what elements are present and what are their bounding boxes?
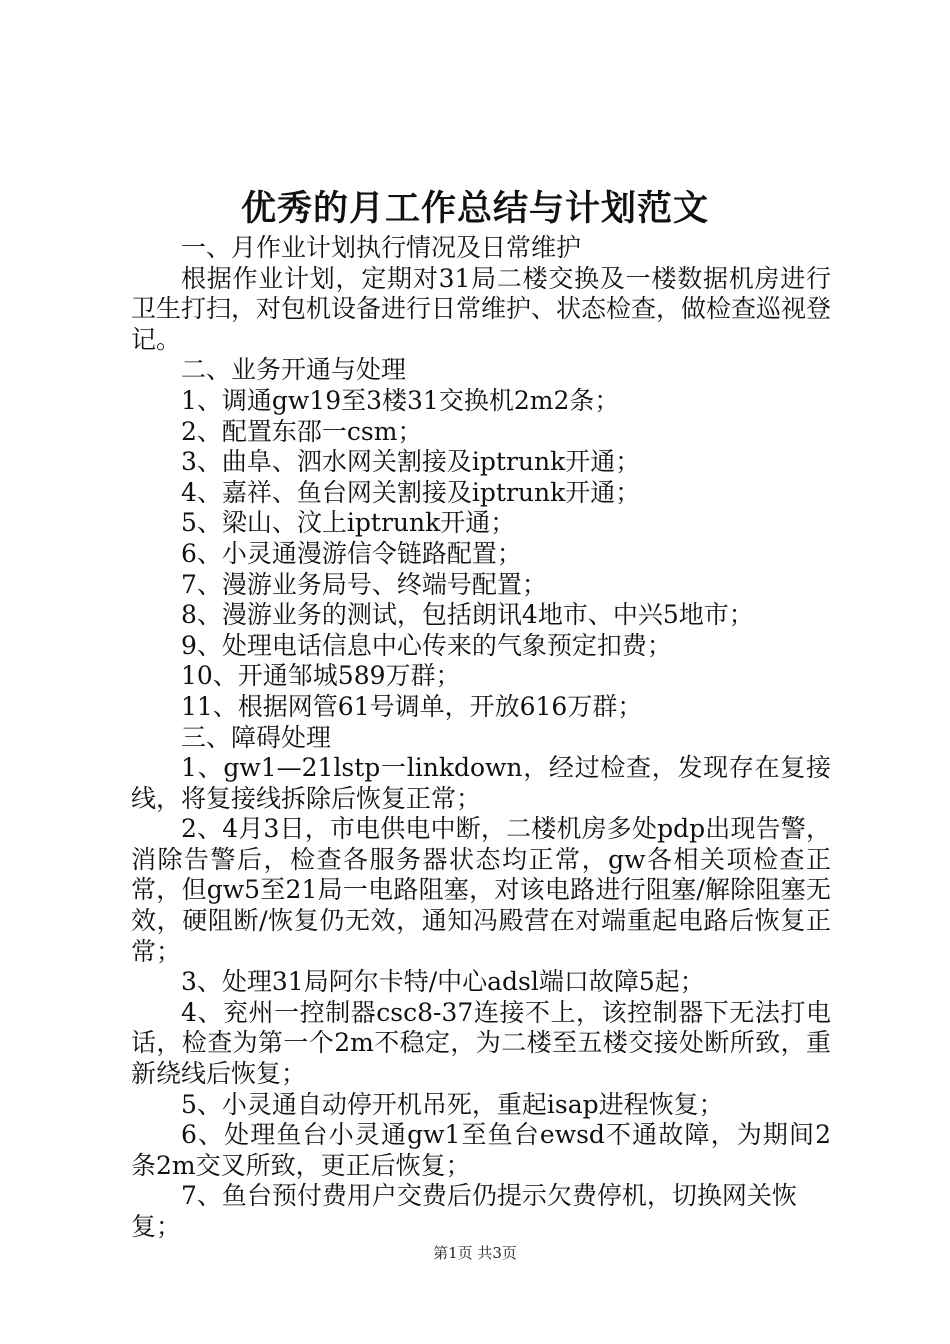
section-heading: 二、业务开通与处理 <box>181 355 407 385</box>
list-item: 5、小灵通自动停开机吊死，重起isap进程恢复； <box>181 1089 724 1119</box>
list-item: 3、处理31局阿尔卡特/中心adsl端口故障5起； <box>181 967 705 997</box>
list-item: 3、曲阜、泗水网关割接及iptrunk开通； <box>181 447 641 477</box>
list-item: 6、处理鱼台小灵通gw1至鱼台ewsd不通故障，为期间2条2m交叉所致，更正后恢复； <box>131 1120 831 1180</box>
list-item: 6、小灵通漫游信令链路配置； <box>181 538 522 568</box>
list-item: 4、兖州一控制器csc8-37连接不上，该控制器下无法打电话，检查为第一个2m不稳定，为二楼至五楼交接处断所致，重新绕线后恢复； <box>131 997 831 1089</box>
document-body <box>131 233 831 1243</box>
list-item: 1、调通gw19至3楼31交换机2m2条； <box>181 385 620 415</box>
list-item: 7、鱼台预付费用户交费后仍提示欠费停机，切换网关恢复； <box>131 1181 797 1241</box>
list-item: 1、gw1—21lstp一linkdown，经过检查，发现存在复接线，将复接线拆除后恢复正常； <box>131 753 831 813</box>
list-item: 4、嘉祥、鱼台网关割接及iptrunk开通； <box>181 477 641 507</box>
list-item: 11、根据网管61号调单，开放616万群； <box>181 691 643 721</box>
section-heading: 一、月作业计划执行情况及日常维护 <box>181 233 582 262</box>
section-heading: 三、障碍处理 <box>181 722 332 752</box>
list-item: 7、漫游业务局号、终端号配置； <box>181 569 547 599</box>
list-item: 2、4月3日，市电供电中断，二楼机房多处pdp出现告警，消除告警后，检查各服务器状态均正常，gw各相关项检查正常，但gw5至21局一电路阻塞，对该电路进行阻塞/解除阻塞无效，硬阻断/恢复仍无效，通知冯殿营在对端重起电路后恢复正常； <box>131 814 831 966</box>
list-item: 5、梁山、汶上iptrunk开通； <box>181 508 516 538</box>
list-item: 2、配置东邵一csm； <box>181 416 423 446</box>
body-paragraph: 根据作业计划，定期对31局二楼交换及一楼数据机房进行卫生打扫，对包机设备进行日常维护、状态检查，做检查巡视登记。 <box>131 263 832 354</box>
document-title: 优秀的月工作总结与计划范文 <box>240 188 709 229</box>
list-item: 8、漫游业务的测试，包括朗讯4地市、中兴5地市； <box>181 600 754 630</box>
list-item: 9、处理电话信息中心传来的气象预定扣费； <box>181 630 672 660</box>
page-footer: 第1页 共3页 <box>433 1244 517 1262</box>
list-item: 10、开通邹城589万群； <box>181 661 461 691</box>
